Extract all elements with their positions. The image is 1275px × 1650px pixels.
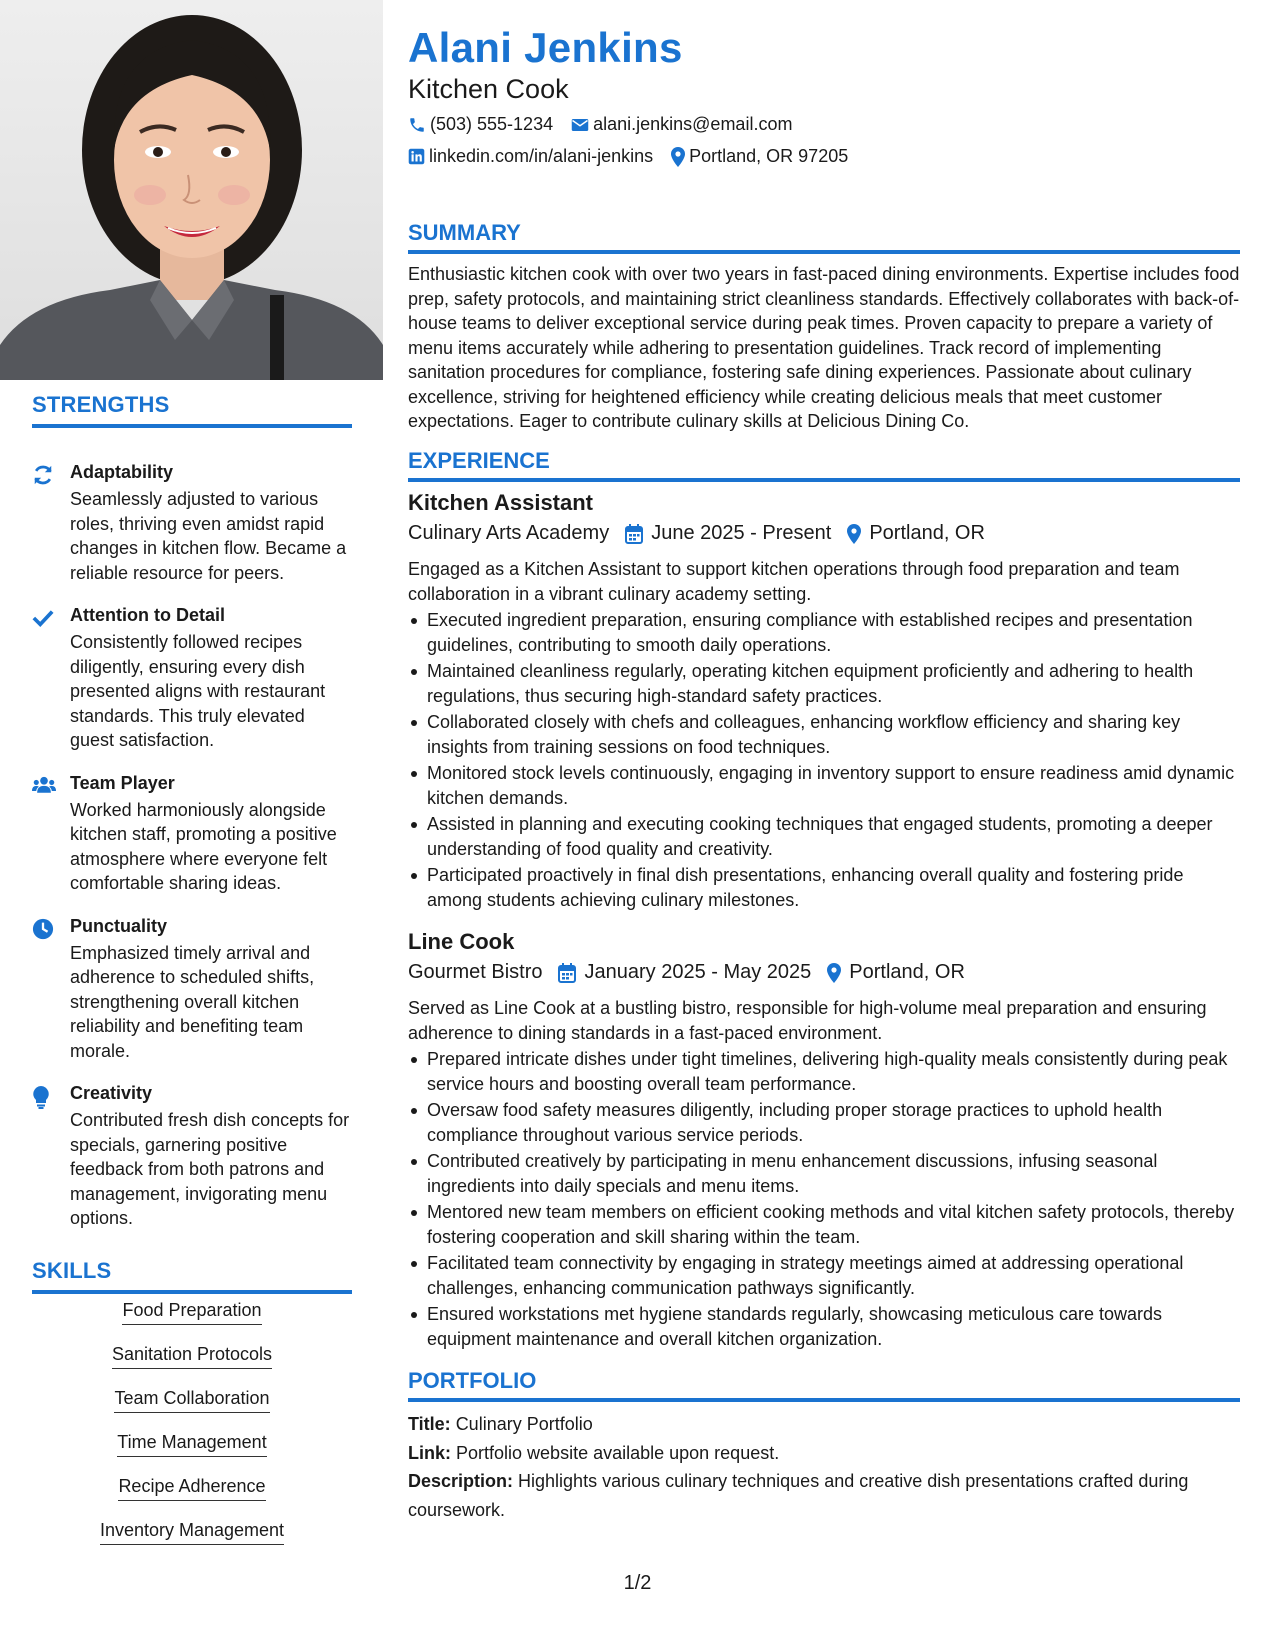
refresh-icon xyxy=(32,464,54,486)
email-contact[interactable] xyxy=(571,114,792,135)
contact-row xyxy=(408,114,810,135)
skill-item: Inventory Management xyxy=(32,1520,352,1545)
calendar-icon xyxy=(558,963,576,983)
strength-item xyxy=(32,462,352,585)
linkedin-icon xyxy=(408,148,425,165)
list-item: Participated proactively in final dish presentations, enhancing overall quality and fostering pride among students achieving culinary milestones. xyxy=(408,863,1240,912)
summary-heading: SUMMARY xyxy=(408,220,1240,254)
strength-title: Attention to Detail xyxy=(70,605,225,625)
list-item: Oversaw food safety measures diligently, including proper storage practices to uphold health compliance throughout various service periods. xyxy=(408,1098,1240,1147)
linkedin-text: linkedin.com/in/alani-jenkins xyxy=(429,146,654,166)
list-item: Prepared intricate dishes under tight timelines, delivering high-quality meals consistently during peak service hours and boosting overall team performance. xyxy=(408,1047,1240,1096)
location-text: Portland, OR 97205 xyxy=(689,146,849,166)
skill-item: Time Management xyxy=(32,1432,352,1457)
skill-item: Food Preparation xyxy=(32,1300,352,1325)
strength-item xyxy=(32,605,352,753)
email-icon xyxy=(571,117,589,133)
strength-description: Emphasized timely arrival and adherence to scheduled shifts, strengthening overall kitchen reliability and benefiting team morale. xyxy=(70,942,315,1061)
list-item: Mentored new team members on efficient cooking methods and vital kitchen safety protocols, thereby fostering cooperation and skill sharing within the team. xyxy=(408,1200,1240,1249)
job-location: Portland, OR xyxy=(869,522,985,544)
strength-description: Seamlessly adjusted to various roles, thriving even amidst rapid changes in kitchen flow. Became a reliable resource for peers. xyxy=(70,489,347,583)
map-pin-icon xyxy=(671,147,685,167)
list-item: Contributed creatively by participating in menu enhancement discussions, infusing seasonal ingredients into daily specials and menu items. xyxy=(408,1149,1240,1198)
job-dates: January 2025 - May 2025 xyxy=(584,961,812,983)
candidate-title: Kitchen Cook xyxy=(408,74,569,104)
candidate-name: Alani Jenkins xyxy=(408,24,683,71)
experience-heading: EXPERIENCE xyxy=(408,448,1240,482)
portfolio-title-row xyxy=(408,1410,1240,1439)
phone-text: (503) 555-1234 xyxy=(430,114,554,134)
location-contact xyxy=(671,146,848,167)
job-meta xyxy=(408,961,1240,984)
strength-description: Consistently followed recipes diligently, ensuring every dish presented aligns with restaurant standards. This truly elevated guest satisfaction. xyxy=(70,632,326,750)
calendar-icon xyxy=(625,524,643,544)
email-text: alani.jenkins@email.com xyxy=(593,114,793,134)
job-role: Line Cook xyxy=(408,929,515,954)
map-pin-icon xyxy=(827,963,841,983)
strength-item xyxy=(32,1083,352,1231)
strength-title: Punctuality xyxy=(70,915,168,936)
page-number: 1/2 xyxy=(623,1572,652,1594)
job-entry xyxy=(408,929,1240,1353)
users-icon xyxy=(32,775,56,795)
job-role: Kitchen Assistant xyxy=(408,490,594,515)
sidebar xyxy=(0,0,383,1650)
skills-heading: SKILLS xyxy=(32,1258,352,1294)
job-intro: Served as Line Cook at a bustling bistro, responsible for high-volume meal preparation and ensuring adherence to dining standards in a fast-paced environment. xyxy=(408,998,1207,1043)
list-item: Executed ingredient preparation, ensuring compliance with established recipes and presentation guidelines, contributing to smooth daily operations. xyxy=(408,608,1240,657)
skill-item: Team Collaboration xyxy=(32,1388,352,1413)
list-item: Maintained cleanliness regularly, operating kitchen equipment proficiently and adhering to health regulations, thus securing high-standard safety practices. xyxy=(408,659,1240,708)
portfolio-details xyxy=(408,1410,1240,1524)
strengths-heading: STRENGTHS xyxy=(32,392,352,428)
job-dates: June 2025 - Present xyxy=(651,522,832,544)
list-item: Facilitated team connectivity by engaging in strategy meetings aimed at addressing operational challenges, enhancing communication pathways significantly. xyxy=(408,1251,1240,1300)
strength-description: Contributed fresh dish concepts for specials, garnering positive feedback from both patrons and management, invigorating menu options. xyxy=(70,1110,350,1228)
portfolio-title-label: Title: xyxy=(408,1414,451,1434)
clock-icon xyxy=(32,918,54,940)
portfolio-description-value: Highlights various culinary techniques and creative dish presentations crafted during coursework. xyxy=(408,1471,1189,1520)
lightbulb-icon xyxy=(32,1085,50,1109)
portfolio-description-label: Description: xyxy=(408,1471,514,1491)
list-item: Assisted in planning and executing cooking techniques that engaged students, promoting a deeper understanding of food quality and creativity. xyxy=(408,812,1240,861)
strength-description: Worked harmoniously alongside kitchen staff, promoting a positive atmosphere where everyone felt comfortable sharing ideas. xyxy=(70,799,337,893)
job-intro: Engaged as a Kitchen Assistant to support kitchen operations through food preparation and team collaboration in a vibrant culinary academy setting. xyxy=(408,559,1180,604)
portfolio-description-row xyxy=(408,1467,1240,1524)
skills-list xyxy=(32,1300,352,1564)
portfolio-heading: PORTFOLIO xyxy=(408,1368,1240,1402)
list-item: Collaborated closely with chefs and colleagues, enhancing workflow efficiency and sharing key insights from training sessions on food techniques. xyxy=(408,710,1240,759)
company-name: Gourmet Bistro xyxy=(408,961,543,983)
strength-item xyxy=(32,773,352,896)
strengths-list xyxy=(32,462,352,1251)
strength-title: Adaptability xyxy=(70,462,174,482)
strength-title: Team Player xyxy=(70,772,175,793)
skill-item: Recipe Adherence xyxy=(32,1476,352,1501)
strength-item xyxy=(32,916,352,1064)
company-name: Culinary Arts Academy xyxy=(408,522,610,544)
job-bullets xyxy=(408,1047,1240,1351)
contact-row xyxy=(408,146,866,167)
strength-title: Creativity xyxy=(70,1083,153,1103)
phone-contact[interactable] xyxy=(408,114,553,135)
map-pin-icon xyxy=(847,524,861,544)
list-item: Ensured workstations met hygiene standards regularly, showcasing meticulous care towards equipment maintenance and overall kitchen organization. xyxy=(408,1302,1240,1351)
job-location: Portland, OR xyxy=(849,961,965,983)
job-bullets xyxy=(408,608,1240,912)
list-item: Monitored stock levels continuously, engaging in inventory support to ensure readiness amid dynamic kitchen demands. xyxy=(408,761,1240,810)
skill-item: Sanitation Protocols xyxy=(32,1344,352,1369)
profile-photo xyxy=(0,0,383,380)
portfolio-link-row xyxy=(408,1439,1240,1468)
job-meta xyxy=(408,522,1240,545)
portfolio-link-label: Link: xyxy=(408,1442,451,1463)
portfolio-title-value: Culinary Portfolio xyxy=(455,1414,593,1434)
job-entry xyxy=(408,490,1240,914)
summary-text: Enthusiastic kitchen cook with over two years in fast-paced dining environments. Expertise includes food prep, safety protocols, and maintaining strict cleanliness standards. Effectively collaborates with back-of-house teams to deliver exceptional service during peak times. Proven capacity to prepare a variety of menu items accurately while adhering to presentation guidelines. Track record of implementing sanitation procedures for compliance, fostering safe dining experiences. Passionate about culinary excellence, striving for heightened efficiency while creating delicious meals that meet customer expectations. Eager to contribute culinary skills at Delicious Dining Co. xyxy=(408,264,1240,431)
portfolio-link-value: Portfolio website available upon request. xyxy=(456,1442,780,1463)
linkedin-contact[interactable] xyxy=(408,146,653,167)
phone-icon xyxy=(408,116,426,134)
check-icon xyxy=(32,607,54,629)
